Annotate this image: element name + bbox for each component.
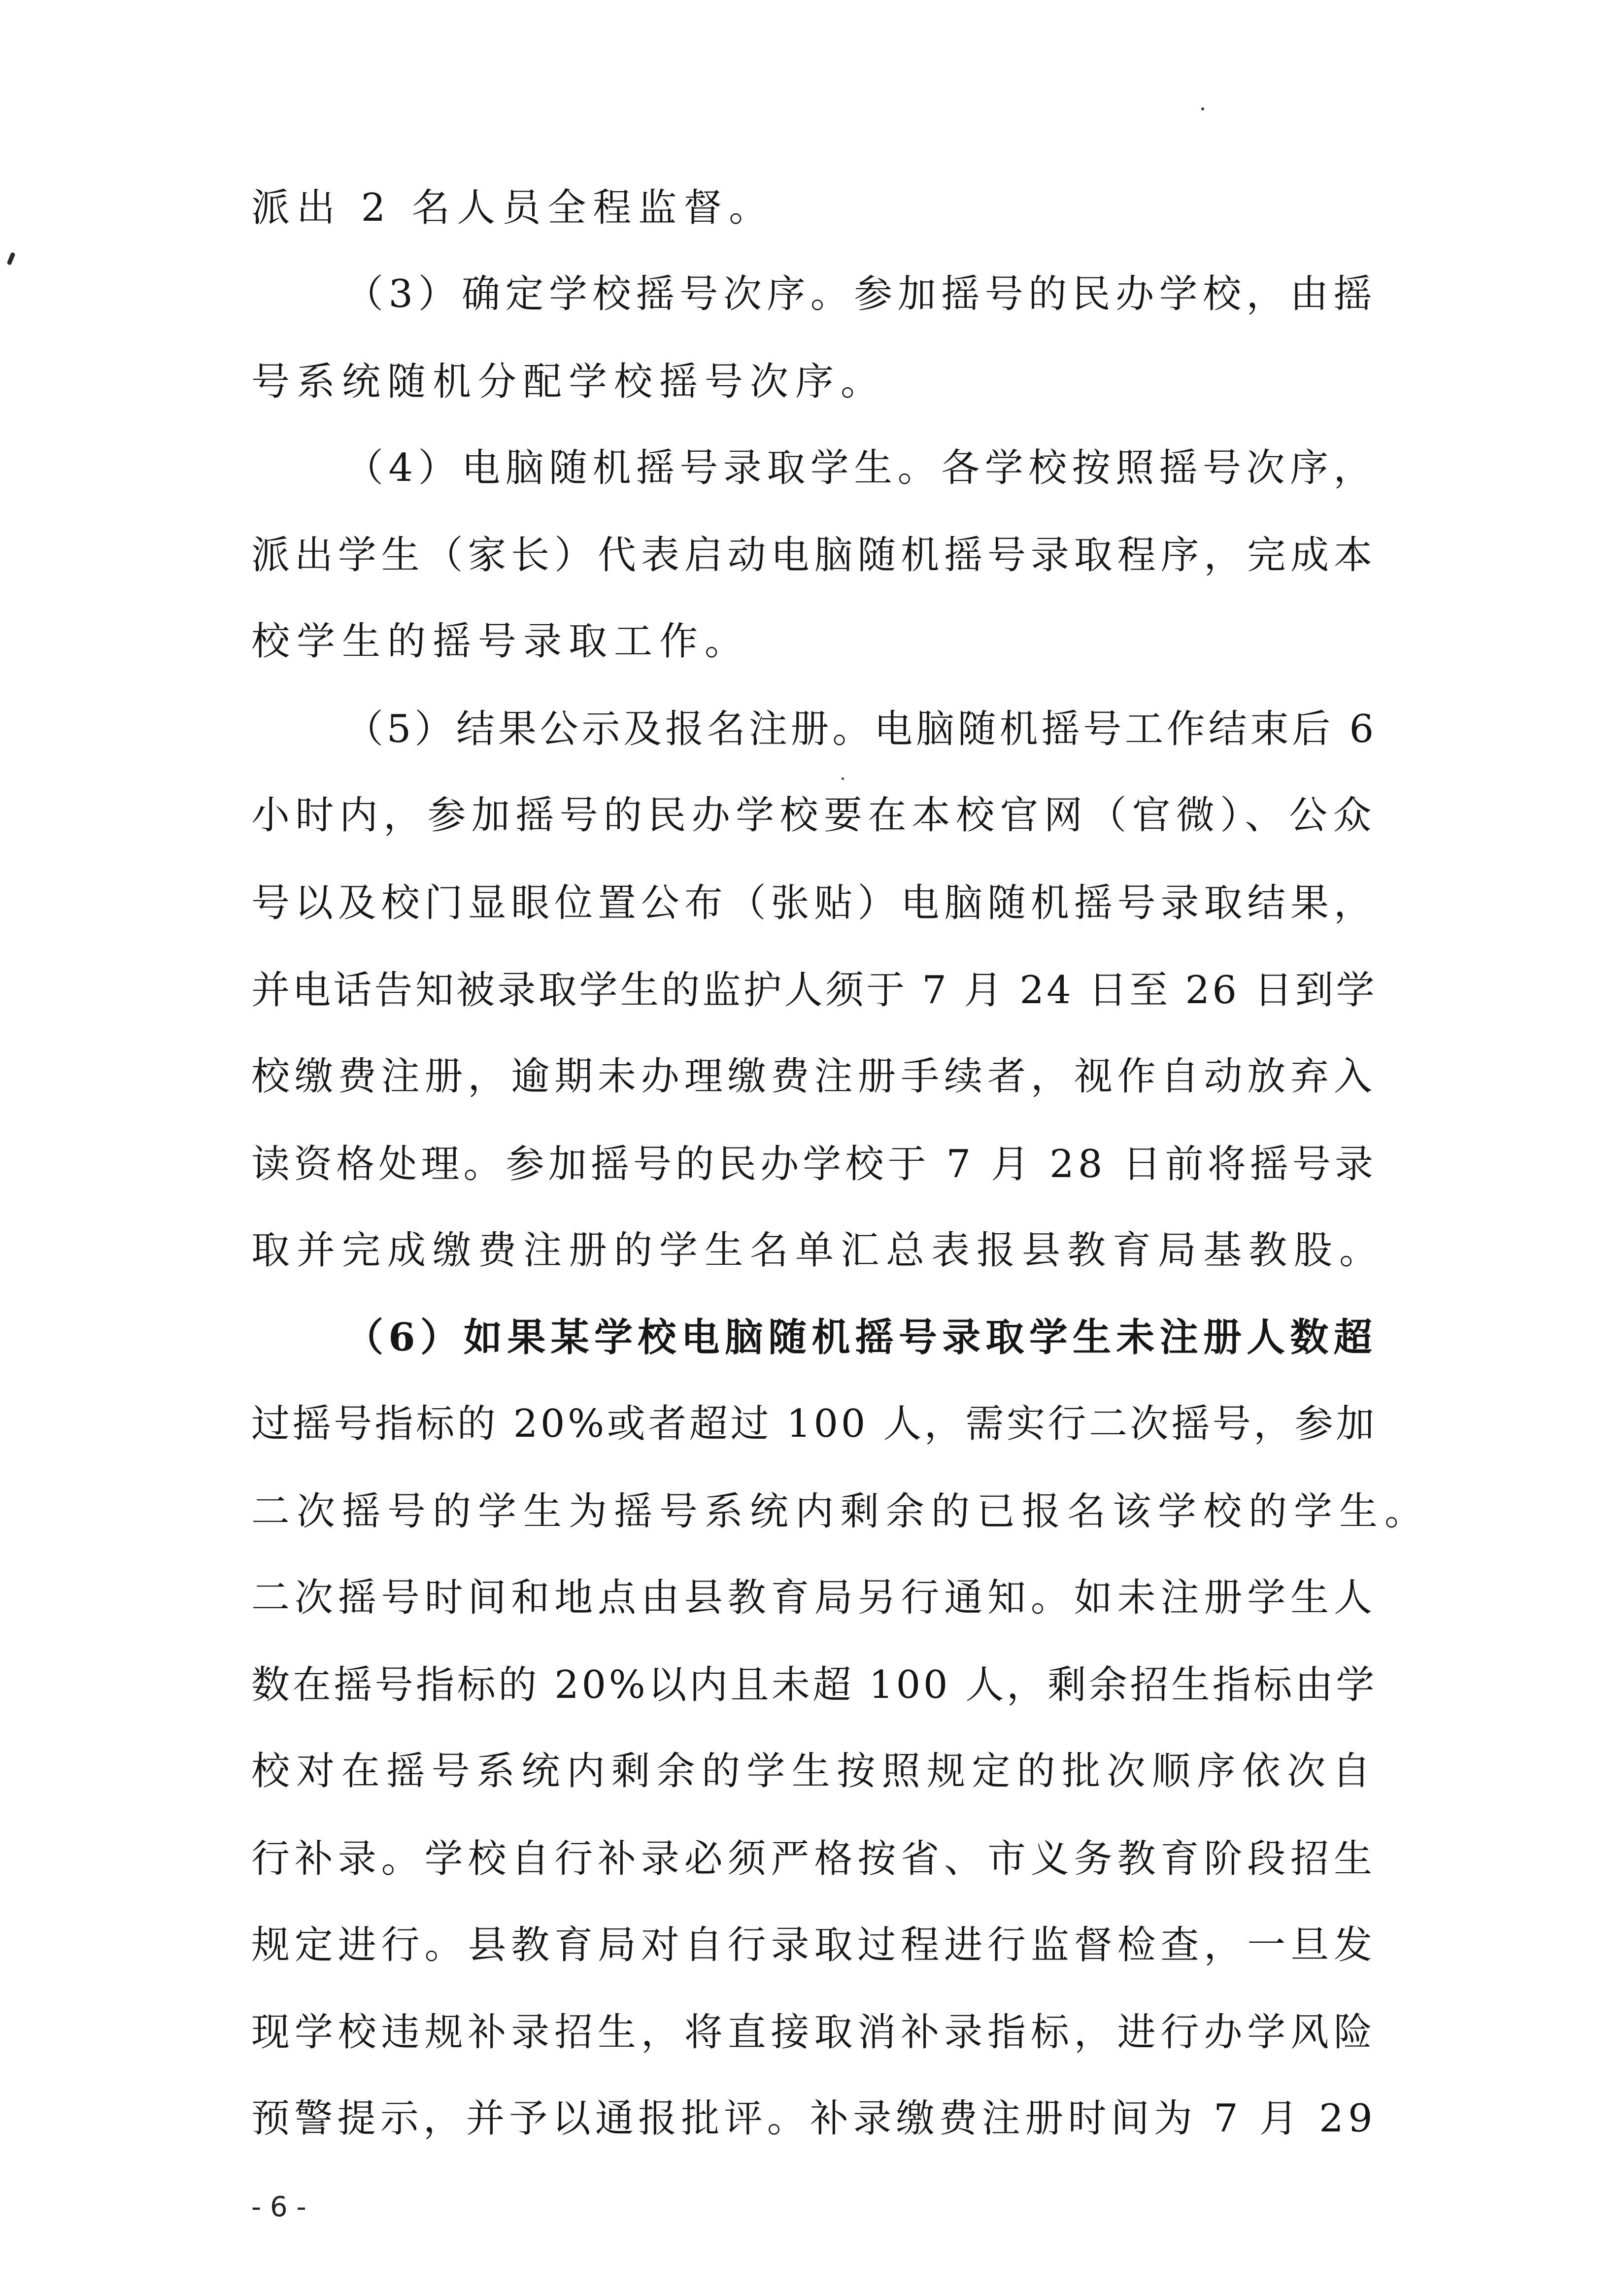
body-line-2: （3）确定学校摇号次序。参加摇号的民办学校，由摇 bbox=[345, 272, 1377, 316]
body-line-8: 小时内，参加摇号的民办学校要在本校官网（官微）、公众 bbox=[251, 793, 1377, 838]
body-line-16: 二次摇号的学生为摇号系统内剩余的已报名该学校的学生。 bbox=[251, 1489, 1430, 1534]
body-line-19: 校对在摇号系统内剩余的学生按照规定的批次顺序依次自 bbox=[251, 1749, 1378, 1793]
body-line-4: （4）电脑随机摇号录取学生。各学校按照摇号次序， bbox=[345, 446, 1377, 490]
body-line-7: （5）结果公示及报名注册。电脑随机摇号工作结束后 6 bbox=[345, 707, 1378, 751]
body-line-20: 行补录。学校自行补录必须严格按省、市义务教育阶段招生 bbox=[251, 1837, 1377, 1881]
page-number: - 6 - bbox=[251, 2191, 306, 2223]
body-line-15: 过摇号指标的 20%或者超过 100 人，需实行二次摇号，参加 bbox=[251, 1402, 1377, 1446]
body-line-21: 规定进行。县教育局对自行录取过程进行监督检查，一旦发 bbox=[251, 1923, 1377, 1967]
body-line-5: 派出学生（家长）代表启动电脑随机摇号录取程序，完成本 bbox=[251, 533, 1377, 577]
body-line-23: 预警提示，并予以通报批评。补录缴费注册时间为 7 月 29 bbox=[251, 2096, 1377, 2141]
scan-mark bbox=[6, 252, 15, 265]
scan-speck bbox=[842, 777, 844, 780]
body-line-18: 数在摇号指标的 20%以内且未超 100 人，剩余招生指标由学 bbox=[251, 1663, 1377, 1707]
body-line-14: （6）如果某学校电脑随机摇号录取学生未注册人数超 bbox=[345, 1315, 1377, 1360]
body-line-12: 读资格处理。参加摇号的民办学校于 7 月 28 日前将摇号录 bbox=[251, 1142, 1378, 1186]
body-line-10: 并电话告知被录取学生的监护人须于 7 月 24 日至 26 日到学 bbox=[251, 968, 1377, 1013]
scan-speck bbox=[1201, 107, 1204, 110]
body-line-9: 号以及校门显眼位置公布（张贴）电脑随机摇号录取结果， bbox=[251, 881, 1377, 925]
body-line-1: 派出 2 名人员全程监督。 bbox=[251, 186, 775, 230]
body-line-11: 校缴费注册，逾期未办理缴费注册手续者，视作自动放弃入 bbox=[251, 1054, 1377, 1099]
body-line-22: 现学校违规补录招生，将直接取消补录指标，进行办学风险 bbox=[251, 2010, 1377, 2055]
body-line-3: 号系统随机分配学校摇号次序。 bbox=[251, 360, 886, 404]
body-line-17: 二次摇号时间和地点由县教育局另行通知。如未注册学生人 bbox=[251, 1576, 1377, 1620]
body-line-13: 取并完成缴费注册的学生名单汇总表报县教育局基教股。 bbox=[251, 1228, 1385, 1273]
body-line-6: 校学生的摇号录取工作。 bbox=[251, 619, 750, 664]
